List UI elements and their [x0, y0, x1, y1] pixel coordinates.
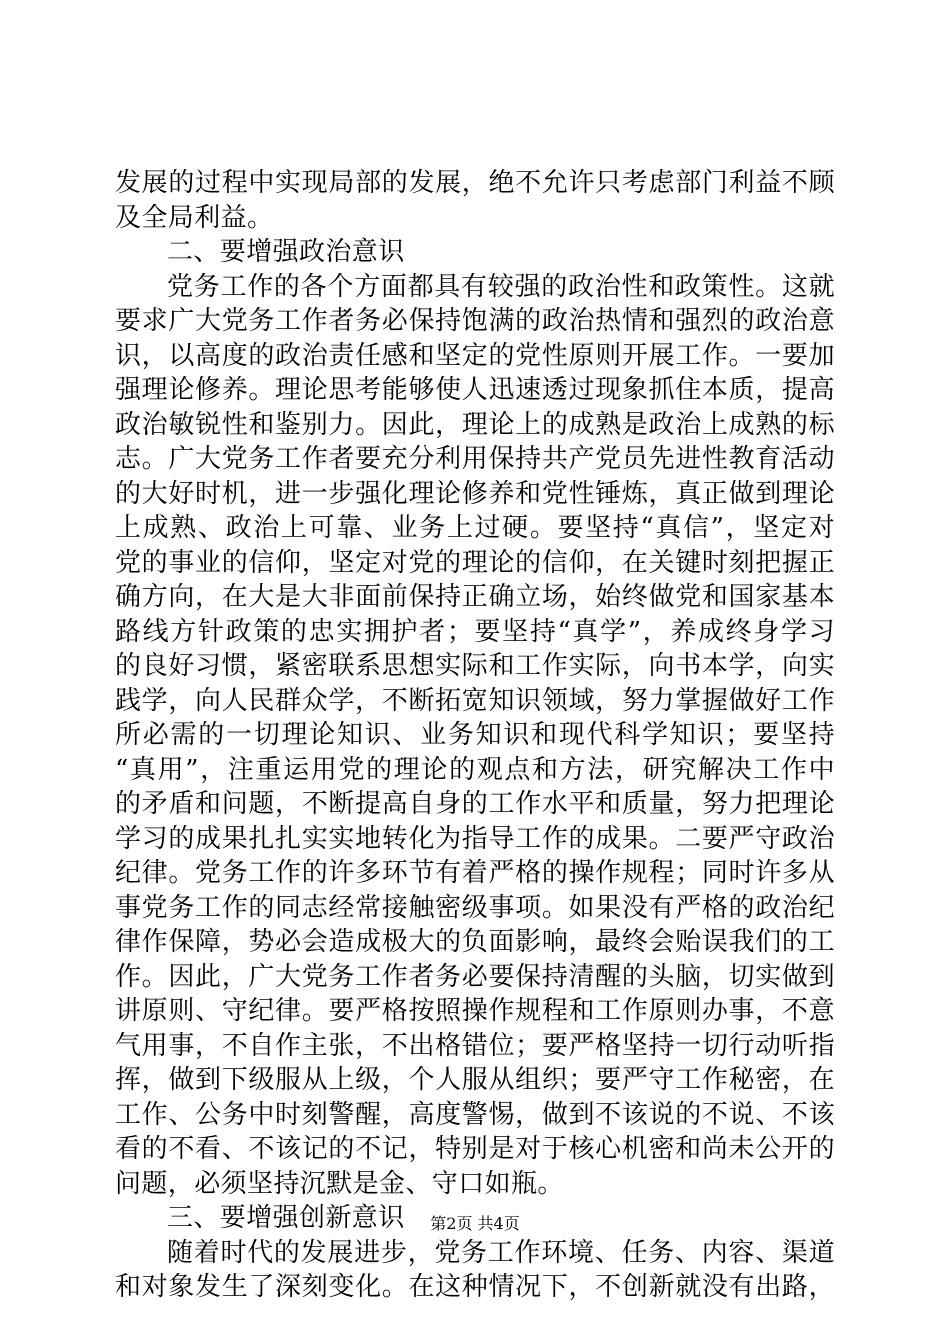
text-line: 志。广大党务工作者要充分利用保持共产党员先进性教育活动	[115, 444, 835, 474]
document-body	[115, 166, 835, 1305]
text-line: 纪律。党务工作的许多环节有着严格的操作规程；同时许多从	[115, 858, 835, 888]
section-heading: 二、要增强政治意识	[167, 237, 405, 267]
text-line: 上成熟、政治上可靠、业务上过硬。要坚持“真信”，坚定对	[115, 513, 835, 543]
text-line: 所必需的一切理论知识、业务知识和现代科学知识；要坚持	[115, 720, 835, 750]
text-line: 识，以高度的政治责任感和坚定的党性原则开展工作。一要加	[115, 340, 835, 371]
text-line: 路线方针政策的忠实拥护者；要坚持“真学”，养成终身学习	[115, 616, 835, 647]
text-line: “真用”，注重运用党的理论的观点和方法，研究解决工作中	[115, 754, 835, 785]
text-line: 强理论修养。理论思考能够使人迅速透过现象抓住本质，提高	[115, 375, 835, 405]
text-line: 及全局利益。	[115, 202, 274, 233]
text-line: 的良好习惯，紧密联系思想实际和工作实际，向书本学，向实	[115, 651, 835, 681]
page-footer	[0, 1214, 950, 1234]
text-line: 律作保障，势必会造成极大的负面影响，最终会贻误我们的工	[115, 927, 835, 957]
text-line: 和对象发生了深刻变化。在这种情况下，不创新就没有出路，	[115, 1272, 835, 1302]
text-line: 气用事，不自作主张，不出格错位；要严格坚持一切行动听指	[115, 1030, 835, 1061]
text-line: 党的事业的信仰，坚定对党的理论的信仰，在关键时刻把握正	[115, 547, 835, 578]
text-line: 的大好时机，进一步强化理论修养和党性锤炼，真正做到理论	[115, 478, 835, 509]
text-line: 的矛盾和问题，不断提高自身的工作水平和质量，努力把理论	[115, 789, 835, 819]
text-line: 党务工作的各个方面都具有较强的政治性和政策性。这就	[167, 271, 835, 302]
text-line: 工作、公务中时刻警醒，高度警惕，做到不该说的不说、不该	[115, 1099, 835, 1130]
text-line: 问题，必须坚持沉默是金、守口如瓶。	[115, 1168, 564, 1199]
text-line: 随着时代的发展进步，党务工作环境、任务、内容、渠道	[167, 1237, 835, 1268]
text-line: 践学，向人民群众学，不断拓宽知识领域，努力掌握做好工作	[115, 685, 835, 716]
text-line: 政治敏锐性和鉴别力。因此，理论上的成熟是政治上成熟的标	[115, 409, 835, 440]
text-line: 看的不看、不该记的不记，特别是对于核心机密和尚未公开的	[115, 1134, 835, 1164]
text-line: 确方向，在大是大非面前保持正确立场，始终做党和国家基本	[115, 582, 835, 612]
text-line: 作。因此，广大党务工作者务必要保持清醒的头脑，切实做到	[115, 961, 835, 992]
text-line: 学习的成果扎扎实实地转化为指导工作的成果。二要严守政治	[115, 823, 835, 854]
text-line: 发展的过程中实现局部的发展，绝不允许只考虑部门利益不顾	[115, 168, 835, 198]
text-line: 事党务工作的同志经常接触密级事项。如果没有严格的政治纪	[115, 892, 835, 923]
text-line: 要求广大党务工作者务必保持饱满的政治热情和强烈的政治意	[115, 306, 835, 336]
section-heading: 三、要增强创新意识	[167, 1203, 405, 1233]
page-number: 第2页 共4页	[430, 1214, 520, 1233]
text-line: 讲原则、守纪律。要严格按照操作规程和工作原则办事，不意	[115, 996, 835, 1026]
text-line: 挥，做到下级服从上级，个人服从组织；要严守工作秘密，在	[115, 1065, 835, 1095]
